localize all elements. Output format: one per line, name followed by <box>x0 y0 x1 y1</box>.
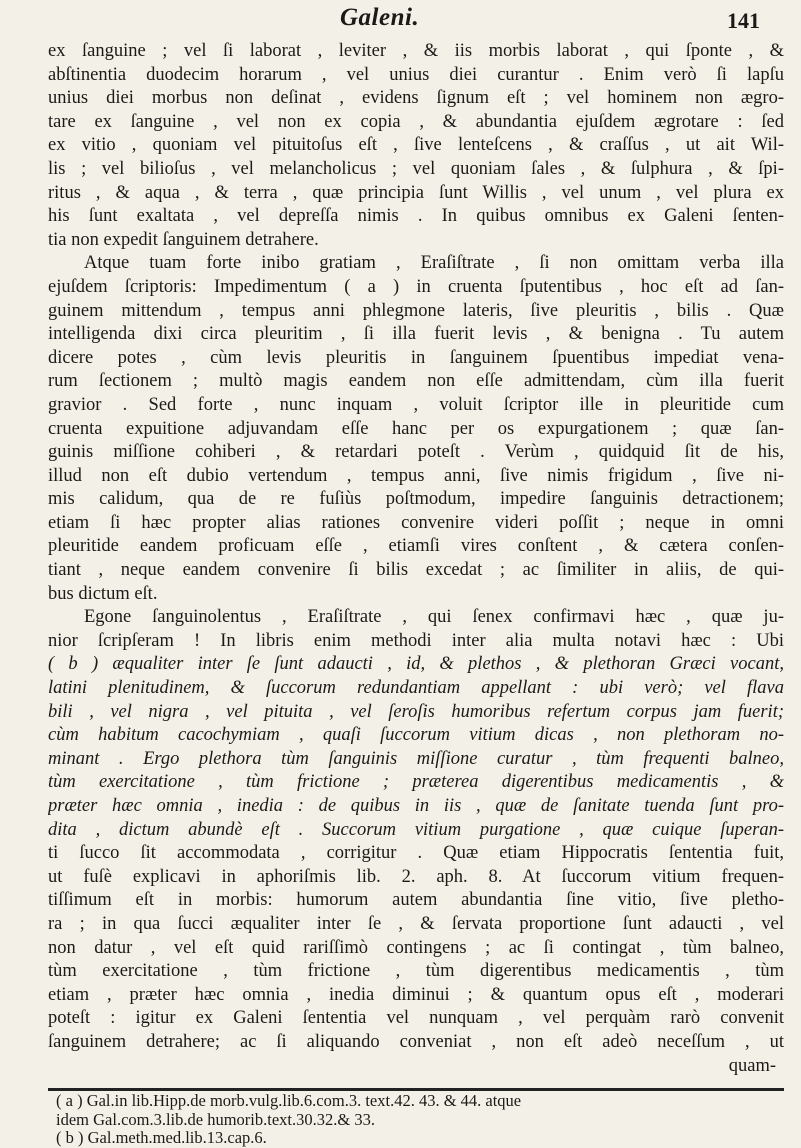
text-line: ti ſucco ſit accommodata , corrigitur . Quæ etiam Hippocratis ſententia fuit, <box>48 843 784 864</box>
text-line: tare ex ſanguine , vel non ex copia , & abundantia ejuſdem ægrotare : ſed <box>48 111 784 132</box>
text-line: Atque tuam forte inibo gratiam , Eraſiſtrate , ſi non omittam verba illa <box>84 253 784 274</box>
text-line: ut fuſè explicavi in aphoriſmis lib. 2. aph. 8. At ſuccorum vitium frequen- <box>48 866 784 887</box>
text-line: guinem mittendum , tempus anni phlegmone lateris, ſive pleuritis , bilis . Quæ <box>48 300 784 321</box>
running-title: Galeni. <box>340 4 420 31</box>
text-line: gravior . Sed forte , nunc inquam , voluit ſcriptor ille in pleuritide cum <box>48 394 784 415</box>
text-line: etiam , præter hæc omnia , inedia diminui ; & quantum opus eſt , moderari <box>48 984 784 1005</box>
text-line: unius diei morbus non deſinat , evidens ſignum eſt ; vel hominem non ægro- <box>48 88 784 109</box>
text-line: pleuritide eandem proficuam eſſe , etiamſi vires conſtent , & cætera conſen- <box>48 536 784 557</box>
text-line: ra ; in qua ſucci æqualiter inter ſe , & ſervata proportione ſunt adaucti , vel <box>48 913 784 934</box>
text-line: mis calidum, qua de re fuſiùs poſtmodum, impedire ſanguinis detractionem; <box>48 489 784 510</box>
text-line: minant . Ergo plethora tùm ſanguinis miſſione curatur , tùm frequenti balneo, <box>48 748 784 769</box>
text-line: cùm habitum cacochymiam , quaſi ſuccorum vitium dicas , non plethoram no- <box>48 725 784 746</box>
text-line: ritus , & aqua , & terra , quæ principia ſunt Willis , vel unum , vel plura ex <box>48 182 784 203</box>
text-line: tiſſimum eſt in morbis: humorum autem abundantia ſine vitio, ſive pletho- <box>48 890 784 911</box>
text-line: dita , dictum abundè eſt . Succorum vitium purgatione , quæ cuique ſuperan- <box>48 819 784 840</box>
text-line: tia non expedit ſanguinem detrahere. <box>48 229 319 250</box>
text-line: rum ſectionem ; multò magis eandem non eſſe admittendam, cùm illa fuerit <box>48 371 784 392</box>
text-line: ( b ) æqualiter inter ſe ſunt adaucti , id, & plethos , & plethoran Græci vocant, <box>48 654 784 675</box>
footnote-rule <box>48 1088 784 1091</box>
page-header <box>0 2 801 38</box>
text-line: latini plenitudinem, & ſuccorum redundantiam appellant : ubi verò; vel flava <box>48 678 784 699</box>
text-line: lis ; vel bilioſus , vel melancholicus ; vel quoniam ſales , & ſulphura , & ſpi- <box>48 158 784 179</box>
text-line: ex vitio , quoniam vel pituitoſus eſt , ſive lenteſcens , & craſſus , ut ait Wil- <box>48 135 784 156</box>
text-line: præter hæc omnia , inedia : de quibus in iis , quæ de ſanitate tuenda ſunt pro- <box>48 796 784 816</box>
main-text <box>48 40 784 1078</box>
footnote-line: ( b ) Gal.meth.med.lib.13.cap.6. <box>56 1129 267 1147</box>
text-line: nior ſcripſeram ! In libris enim methodi inter alia multa notavi hæc : Ubi <box>48 630 784 651</box>
footnote-line: ( a ) Gal.in lib.Hipp.de morb.vulg.lib.6.com.3. text.42. 43. & 44. atque <box>56 1092 522 1110</box>
text-line: guinis miſſione cohiberi , & retardari poteſt . Verùm , quidquid ſit de his, <box>48 442 784 463</box>
footnote-line: idem Gal.com.3.lib.de humorib.text.30.32.& 33. <box>56 1110 375 1129</box>
text-line: ex ſanguine ; vel ſi laborat , leviter , & iis morbis laborat , qui ſponte , & <box>48 41 784 61</box>
text-line: bili , vel nigra , vel pituita , vel ſeroſis humoribus refertum corpus jam fuerit; <box>48 701 784 722</box>
text-line: abſtinentia duodecim horarum , vel unius diei curantur . Enim verò ſi lapſu <box>48 64 784 85</box>
text-line: tiant , neque eandem convenire ſi bilis excedat ; ac ſimiliter in aliis, de qui- <box>48 560 784 581</box>
text-line: tùm exercitatione , tùm frictione ; præterea digerentibus medicamentis , & <box>48 772 784 793</box>
text-line: his ſunt exaltata , vel depreſſa nimis . In quibus omnibus ex Galeni ſenten- <box>48 206 784 227</box>
text-line: intelligenda dixi circa pleuritim , ſi illa fuerit levis , & benigna . Tu autem <box>48 324 784 345</box>
text-line: poteſt : igitur ex Galeni ſententia vel nunquam , vel perquàm rarò convenit <box>48 1008 784 1029</box>
text-line: dicere potes , cùm levis pleuritis in ſanguinem ſpuentibus impediat vena- <box>48 347 784 368</box>
text-line: bus dictum eſt. <box>48 583 158 604</box>
page-number: 141 <box>727 8 760 33</box>
footnotes <box>56 1092 784 1148</box>
text-line: illud non eſt dubio vertendum , tempus anni, ſive nimis frigidum , ſive ni- <box>48 465 784 486</box>
text-line: etiam ſi hæc propter alias rationes convenire videri poſſit ; neque in omni <box>48 512 784 533</box>
text-line: quam- <box>728 1055 776 1076</box>
text-line: non datur , vel eſt quid rariſſimò contingens ; ac ſi contingat , tùm balneo, <box>48 937 784 958</box>
text-line: Egone ſanguinolentus , Eraſiſtrate , qui ſenex confirmavi hæc , quæ ju- <box>84 607 784 628</box>
text-line: tùm exercitatione , tùm frictione , tùm digerentibus medicamentis , tùm <box>48 961 784 982</box>
text-line: cruenta expuitione adjuvandam eſſe hanc per os expurgationem ; quæ ſan- <box>48 418 784 439</box>
text-line: ejuſdem ſcriptoris: Impedimentum ( a ) in cruenta ſputentibus , hoc eſt ad ſan- <box>48 276 784 297</box>
text-line: ſanguinem detrahere; ac ſi aliquando conveniat , non eſt adeò neceſſum , ut <box>48 1031 784 1052</box>
